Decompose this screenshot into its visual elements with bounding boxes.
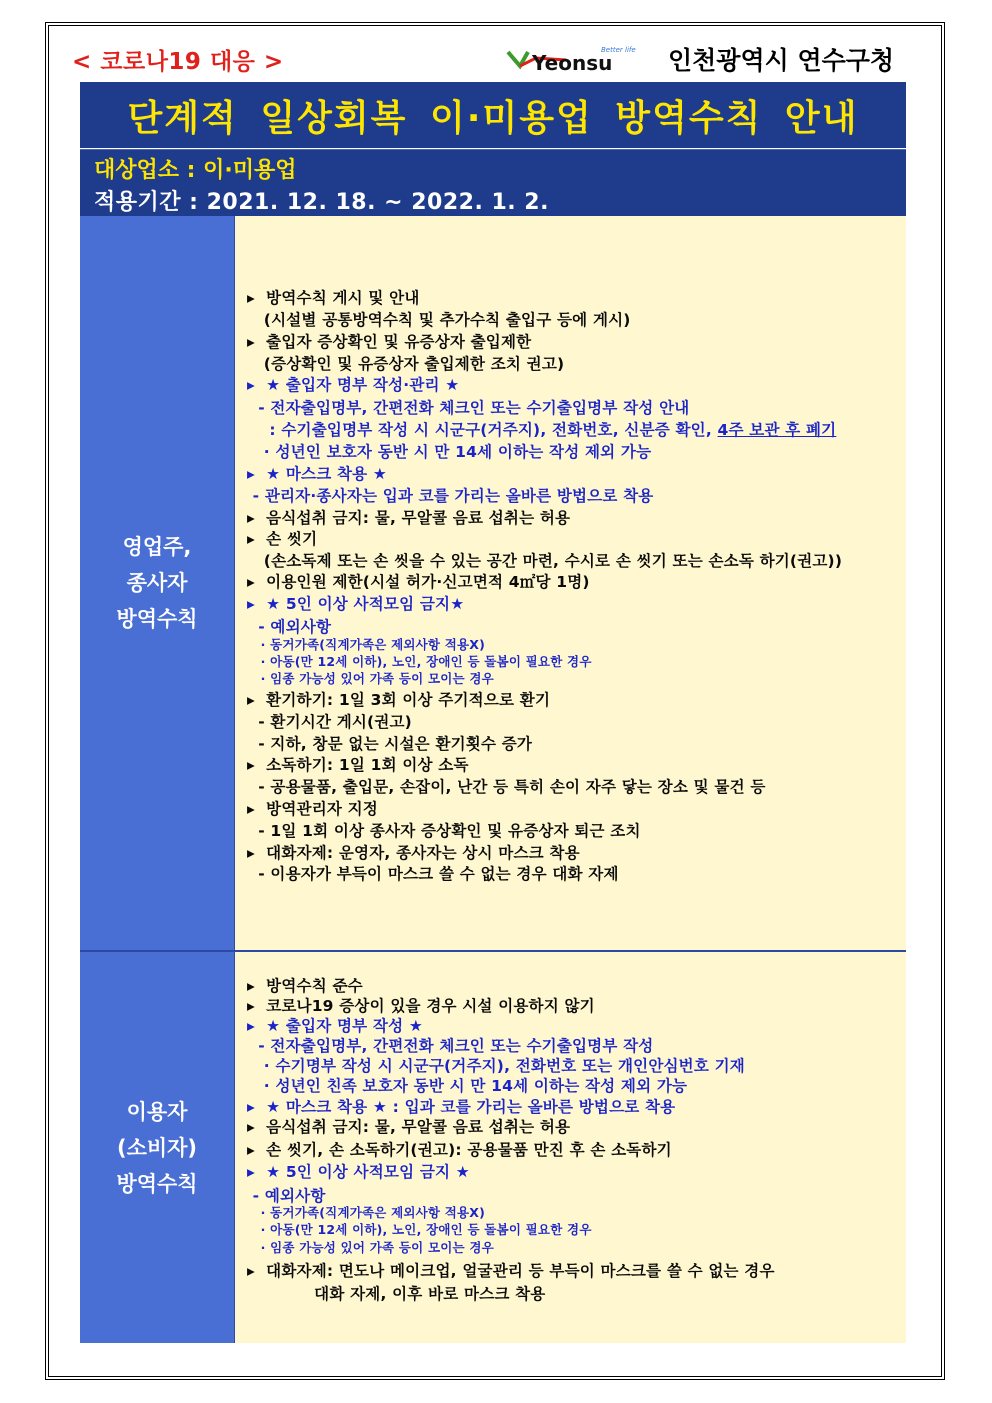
section-label-cell <box>80 950 235 1343</box>
page-title: 단계적 일상회복 이·미용업 방역수칙 안내 <box>127 97 859 139</box>
rule-line <box>247 862 619 884</box>
rule-text: ▸ ★ 마스크 착용 ★ <box>247 465 388 483</box>
section-label: 이용자 (소비자) 방역수칙 <box>116 1099 198 1196</box>
rule-line <box>247 1282 545 1304</box>
application-period: 적용기간 : 2021. 12. 18. ~ 2022. 1. 2. <box>94 190 549 215</box>
rule-line <box>247 797 378 819</box>
rule-text: ▸ 환기하기: 1일 3회 이상 주기적으로 환기 <box>247 691 551 709</box>
section-customer <box>80 950 906 1343</box>
rule-line <box>247 819 641 841</box>
rule-line <box>247 462 387 484</box>
rule-text: - 1일 1회 이상 종사자 증상확인 및 유증상자 퇴근 조치 <box>247 822 641 840</box>
rule-line <box>247 1259 775 1281</box>
rule-text: ▸ 방역수칙 게시 및 안내 <box>247 289 420 307</box>
rule-text: - 공용물품, 출입문, 손잡이, 난간 등 특히 손이 자주 닿는 장소 및 물건 등 <box>247 778 766 796</box>
rule-text: · 동거가족(직계가족은 제외사항 적용X) <box>247 1205 486 1220</box>
rule-text: ▸ 대화자제: 면도나 메이크업, 얼굴관리 등 부득이 마스크를 쓸 수 없는 경우 <box>247 1262 775 1280</box>
rule-text: · 임종 가능성 있어 가족 등이 모이는 경우 <box>247 671 494 686</box>
rule-line <box>247 1014 423 1036</box>
rule-text: ▸ 방역수칙 준수 <box>247 977 363 995</box>
rule-line <box>247 652 592 670</box>
rule-text: - 이용자가 부득이 마스크 쓸 수 없는 경우 대화 자제 <box>247 865 619 883</box>
rule-text: · 아동(만 12세 이하), 노인, 장애인 등 돌봄이 필요한 경우 <box>247 1222 592 1237</box>
rule-line <box>247 710 412 732</box>
agency-name: 인천광역시 연수구청 <box>668 46 895 75</box>
rule-text: ▸ ★ 출입자 명부 작성·관리 ★ <box>247 376 460 394</box>
rule-text: · 성년인 보호자 동반 시 만 14세 이하는 작성 제외 가능 <box>247 443 652 461</box>
rule-text: - 전자출입명부, 간편전화 체크인 또는 수기출입명부 작성 <box>247 1037 654 1055</box>
rule-line <box>247 732 532 754</box>
rule-text: ▸ 소독하기: 1일 1회 이상 소독 <box>247 756 469 774</box>
rule-text: · 아동(만 12세 이하), 노인, 장애인 등 돌봄이 필요한 경우 <box>247 654 592 669</box>
rule-line <box>247 308 631 330</box>
section-content-cell <box>235 216 906 950</box>
rule-line <box>247 974 363 996</box>
rule-line <box>247 615 331 637</box>
rule-line <box>247 1160 470 1182</box>
logo-tagline: Better life <box>601 46 636 54</box>
rule-line <box>247 1238 494 1256</box>
rule-line <box>247 418 836 440</box>
rule-text: - 전자출입명부, 간편전화 체크인 또는 수기출입명부 작성 안내 <box>247 399 690 417</box>
rule-text: · 성년인 친족 보호자 동반 시 만 14세 이하는 작성 제외 가능 <box>247 1077 688 1095</box>
rule-text: : 수기출입명부 작성 시 시군구(거주지), 전화번호, 신분증 확인, <box>247 421 718 439</box>
rule-line <box>247 286 420 308</box>
rule-line <box>247 1203 485 1221</box>
rule-line <box>247 1095 675 1117</box>
rule-text: · 동거가족(직계가족은 제외사항 적용X) <box>247 637 486 652</box>
yeonsu-logo <box>506 44 654 76</box>
rule-text: (손소독제 또는 손 씻을 수 있는 공간 마련, 수시로 손 씻기 또는 손소독 하기(권고)) <box>247 552 843 570</box>
rule-line <box>247 669 494 687</box>
rule-line <box>247 688 550 710</box>
rule-text: · 수기명부 작성 시 시군구(거주지), 전화번호 또는 개인안심번호 기재 <box>247 1057 745 1075</box>
underlined-text: 4주 보관 후 폐기 <box>717 421 837 439</box>
rule-text: ▸ 방역관리자 지정 <box>247 800 378 818</box>
rule-line <box>247 994 595 1016</box>
rule-text: ▸ 코로나19 증상이 있을 경우 시설 이용하지 않기 <box>247 997 595 1015</box>
section-label: 영업주, 종사자 방역수칙 <box>116 535 198 631</box>
rule-line <box>247 592 464 614</box>
rule-line <box>247 1054 745 1076</box>
rule-line <box>247 841 580 863</box>
target-business: 대상업소 : 이·미용업 <box>94 158 297 183</box>
rule-line <box>247 506 570 528</box>
title-bar <box>80 82 906 148</box>
rule-line <box>247 1074 687 1096</box>
rule-line <box>247 330 531 352</box>
rule-line <box>247 440 651 462</box>
rule-text: (증상확인 및 유증상자 출입제한 조치 권고) <box>247 355 565 373</box>
rule-line <box>247 570 590 592</box>
rule-text: ▸ 음식섭취 금지: 물, 무알콜 음료 섭취는 허용 <box>247 1118 571 1136</box>
info-bar <box>80 149 906 216</box>
rule-text: - 예외사항 <box>247 1187 326 1205</box>
rule-text: ▸ 손 씻기, 손 소독하기(권고): 공용물품 만진 후 손 소독하기 <box>247 1141 672 1159</box>
rule-text: ▸ 출입자 증상확인 및 유증상자 출입제한 <box>247 333 532 351</box>
rule-text: ▸ ★ 5인 이상 사적모임 금지 ★ <box>247 1163 470 1181</box>
rule-text: - 환기시간 게시(권고) <box>247 713 412 731</box>
rule-line <box>247 527 317 549</box>
rule-text: ▸ ★ 마스크 착용 ★ : 입과 코를 가리는 올바른 방법으로 착용 <box>247 1098 676 1116</box>
rule-text: - 관리자·종사자는 입과 코를 가리는 올바른 방법으로 착용 <box>247 487 654 505</box>
rule-line <box>247 352 564 374</box>
rule-line <box>247 635 485 653</box>
rule-line <box>247 1115 570 1137</box>
rule-line <box>247 753 469 775</box>
rule-line <box>247 549 842 571</box>
rule-line <box>247 1034 653 1056</box>
rule-text: ▸ ★ 출입자 명부 작성 ★ <box>247 1017 423 1035</box>
rule-line <box>247 775 766 797</box>
logo-wordmark: Yeonsu <box>532 51 613 75</box>
section-operator <box>80 216 906 950</box>
rule-line <box>247 1220 592 1238</box>
rule-line <box>247 396 689 418</box>
rule-text: ▸ 이용인원 제한(시설 허가·신고면적 4㎡당 1명) <box>247 573 590 591</box>
rule-text: - 지하, 창문 없는 시설은 환기횟수 증가 <box>247 735 533 753</box>
rule-text: (시설별 공통방역수칙 및 추가수칙 출입구 등에 게시) <box>247 311 631 329</box>
section-label-cell <box>80 216 235 950</box>
rule-text: ▸ 손 씻기 <box>247 530 318 548</box>
rule-text: - 예외사항 <box>247 618 332 636</box>
rule-text: ▸ 음식섭취 금지: 물, 무알콜 음료 섭취는 허용 <box>247 509 571 527</box>
rule-text: ▸ 대화자제: 운영자, 종사자는 상시 마스크 착용 <box>247 844 580 862</box>
rule-line <box>247 373 459 395</box>
rule-text: ▸ ★ 5인 이상 사적모임 금지★ <box>247 595 465 613</box>
rule-text: · 임종 가능성 있어 가족 등이 모이는 경우 <box>247 1240 494 1255</box>
rule-text: 대화 자제, 이후 바로 마스크 착용 <box>247 1285 546 1303</box>
rule-line <box>247 484 653 506</box>
section-content-cell <box>235 950 906 1343</box>
rule-line <box>247 1138 672 1160</box>
corona-response-label: < 코로나19 대응 > <box>72 49 284 75</box>
